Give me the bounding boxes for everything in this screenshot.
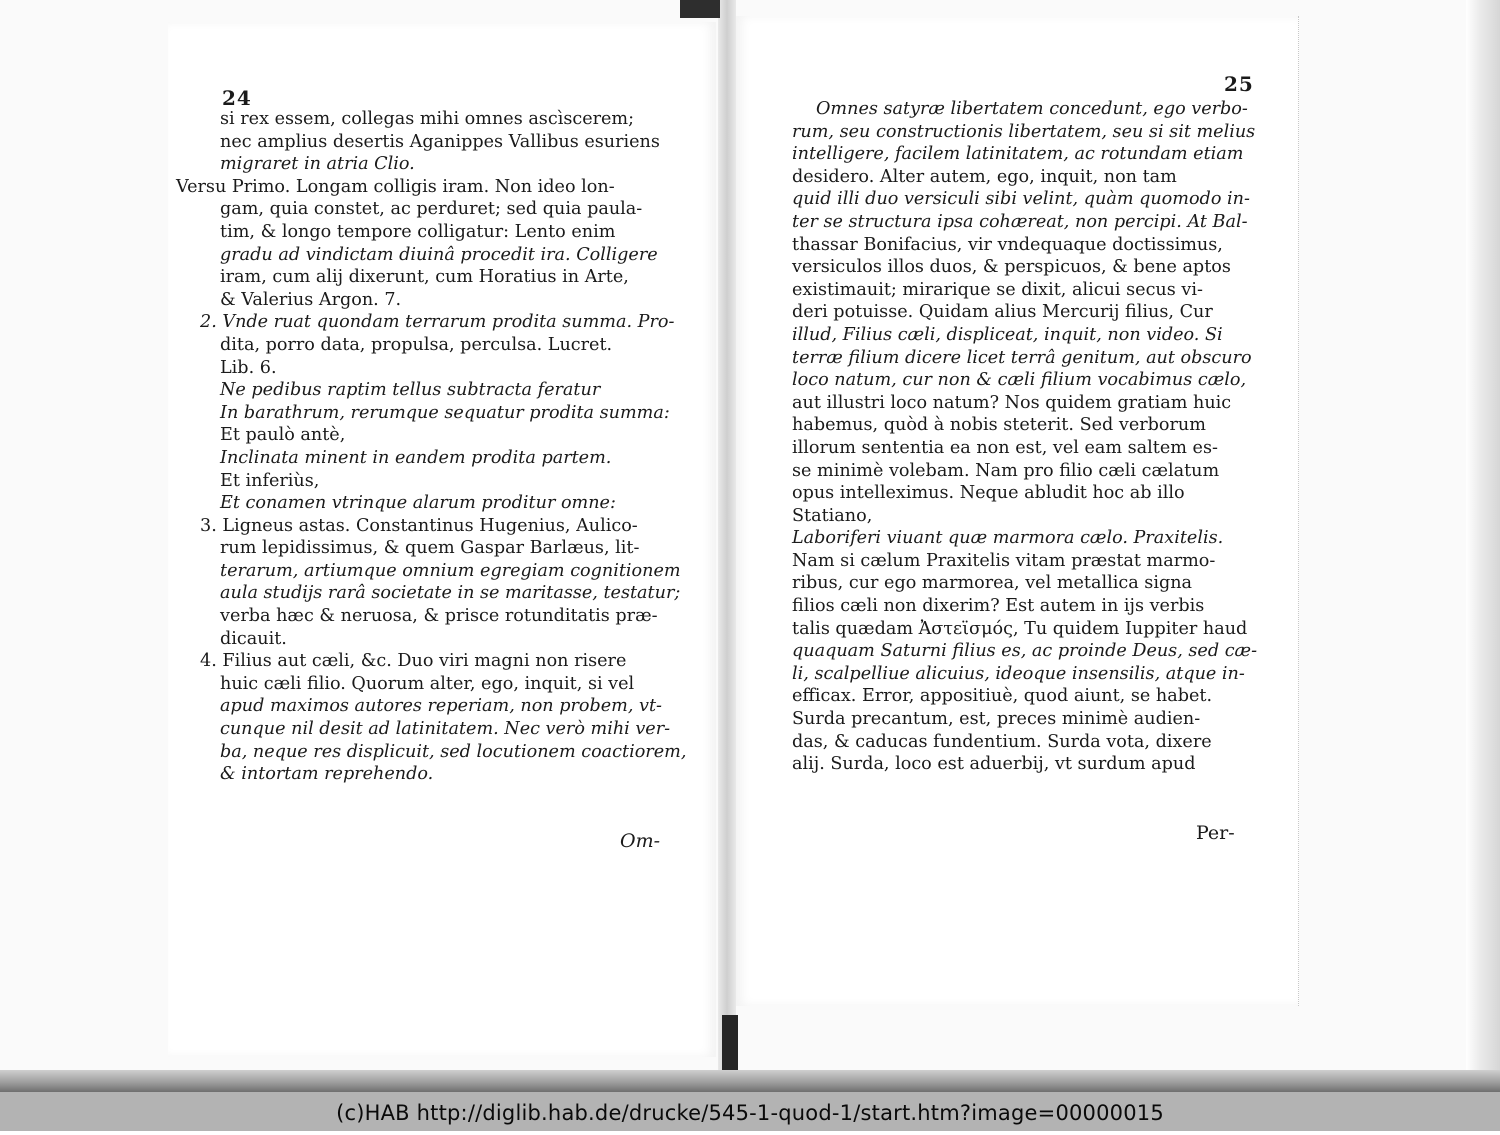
text-line: & Valerius Argon. 7.	[220, 289, 402, 310]
text-line: ter se structura ipsa cohæreat, non percipi. At Bal-	[792, 211, 1248, 232]
right-page-number: 25	[1224, 72, 1254, 96]
text-line: thassar Bonifacius, vir vndequaque doctissimus,	[792, 234, 1223, 255]
text-line: ba, neque res displicuit, sed locutionem coactiorem,	[220, 741, 687, 762]
text-line: Surda precantum, est, preces minimè audien-	[792, 709, 1201, 730]
text-line: quaquam Saturni filius es, ac proinde Deus, sed cæ-	[792, 641, 1258, 662]
text-line: aula studijs rarâ societate in se maritasse, testatur;	[220, 583, 681, 604]
text-line: terarum, artiumque omnium egregiam cognitionem	[220, 560, 681, 581]
text-line: se minimè volebam. Nam pro filio cæli cælatum	[792, 460, 1220, 481]
text-line: illud, Filius cæli, displiceat, inquit, non video. Si	[792, 324, 1223, 345]
text-line: Versu Primo. Longam colligis iram. Non ideo lon-	[176, 176, 615, 197]
text-line: aut illustri loco natum? Nos quidem gratiam huic	[792, 392, 1232, 413]
right-page-catchword: Per-	[1196, 822, 1235, 844]
text-line: li, scalpelliue alicuius, ideoque insensilis, atque in-	[792, 663, 1245, 684]
text-line: verba hæc & neruosa, & prisce rotunditatis præ-	[220, 606, 658, 627]
text-line: Nam si cælum Praxitelis vitam præstat marmo-	[792, 550, 1216, 571]
text-line: rum lepidissimus, & quem Gaspar Barlæus, lit-	[220, 538, 640, 559]
page-edge-shadow	[1466, 0, 1500, 1085]
text-line: In barathrum, rerumque sequatur prodita summa:	[220, 402, 670, 423]
text-line: Laboriferi viuant quæ marmora cælo. Praxitelis.	[792, 528, 1224, 549]
text-line: gradu ad vindictam diuinâ procedit ira. Colligere	[220, 244, 658, 265]
right-page-text	[788, 98, 1268, 776]
text-line: illorum sententia ea non est, vel eam saltem es-	[792, 437, 1218, 458]
text-line: Inclinata minent in eandem prodita partem.	[220, 447, 612, 468]
text-line: efficax. Error, appositiuè, quod aiunt, se habet.	[792, 686, 1213, 707]
text-line: versiculos illos duos, & perspicuos, & bene aptos	[792, 257, 1231, 278]
left-page-number: 24	[222, 86, 252, 110]
copyright-footer: (c)HAB http://diglib.hab.de/drucke/545-1-quod-1/start.htm?image=00000015	[0, 1092, 1500, 1131]
text-line: Ne pedibus raptim tellus subtracta feratur	[220, 380, 601, 401]
text-line: Et paulò antè,	[220, 425, 346, 446]
text-line: huic cæli filio. Quorum alter, ego, inquit, si vel	[220, 673, 635, 694]
text-line: existimauit; mirarique se dixit, alicui secus vi-	[792, 279, 1203, 300]
text-line: habemus, quòd à nobis steterit. Sed verborum	[792, 415, 1206, 436]
text-line: cunque nil desit ad latinitatem. Nec verò mihi ver-	[220, 719, 671, 740]
text-line: Et conamen vtrinque alarum proditur omne:	[220, 493, 616, 514]
text-line: filios cæli non dixerim? Est autem in ijs verbis	[792, 596, 1205, 617]
text-line: ribus, cur ego marmorea, vel metallica signa	[792, 573, 1193, 594]
text-line: 4. Filius aut cæli, &c. Duo viri magni non risere	[200, 651, 627, 672]
scanner-bed-edge	[0, 1070, 1500, 1092]
text-line: opus intelleximus. Neque abludit hoc ab illo	[792, 483, 1185, 504]
text-line: rum, seu constructionis libertatem, seu si sit melius	[792, 121, 1256, 142]
text-line: nec amplius desertis Aganippes Vallibus esuriens	[220, 131, 660, 152]
text-line: quid illi duo versiculi sibi velint, quàm quomodo in-	[792, 189, 1250, 210]
text-line: talis quædam Ἀστεϊσμός, Tu quidem Iuppiter haud	[792, 618, 1248, 639]
text-line: iram, cum alij dixerunt, cum Horatius in Arte,	[220, 267, 629, 288]
text-line: tim, & longo tempore colligatur: Lento enim	[220, 221, 616, 242]
text-line: Omnes satyræ libertatem concedunt, ego verbo-	[816, 99, 1248, 119]
text-line: Statiano,	[792, 505, 873, 526]
text-line: 2. Vnde ruat quondam terrarum prodita summa. Pro-	[200, 312, 675, 333]
text-line: loco natum, cur non & cæli filium vocabimus cælo,	[792, 370, 1247, 391]
binding-tab-top	[680, 0, 720, 18]
text-line: gam, quia constet, ac perduret; sed quia paula-	[220, 199, 643, 220]
text-line: Et inferiùs,	[220, 470, 320, 491]
text-line: apud maximos autores reperiam, non probem, vt-	[220, 696, 662, 717]
text-line: & intortam reprehendo.	[220, 764, 434, 785]
text-line: desidero. Alter autem, ego, inquit, non tam	[792, 166, 1177, 187]
text-line: intelligere, facilem latinitatem, ac rotundam etiam	[792, 144, 1244, 165]
text-line: das, & caducas fundentium. Surda vota, dixere	[792, 731, 1212, 752]
text-line: si rex essem, collegas mihi omnes ascìscerem;	[220, 109, 635, 129]
text-line: Lib. 6.	[220, 357, 277, 378]
text-line: 3. Ligneus astas. Constantinus Hugenius, Aulico-	[200, 515, 638, 536]
book-gutter	[718, 0, 736, 1070]
text-line: deri potuisse. Quidam alius Mercurij filius, Cur	[792, 302, 1213, 323]
text-line: migraret in atria Clio.	[220, 154, 415, 175]
text-line: dicauit.	[220, 628, 287, 649]
text-line: terræ filium dicere licet terrâ genitum, aut obscuro	[792, 347, 1252, 368]
text-line: dita, porro data, propulsa, perculsa. Lucret.	[220, 334, 613, 355]
left-page-text	[172, 108, 692, 786]
left-page-catchword: Om-	[620, 830, 661, 852]
text-line: alij. Surda, loco est aduerbij, vt surdum apud	[792, 754, 1196, 775]
